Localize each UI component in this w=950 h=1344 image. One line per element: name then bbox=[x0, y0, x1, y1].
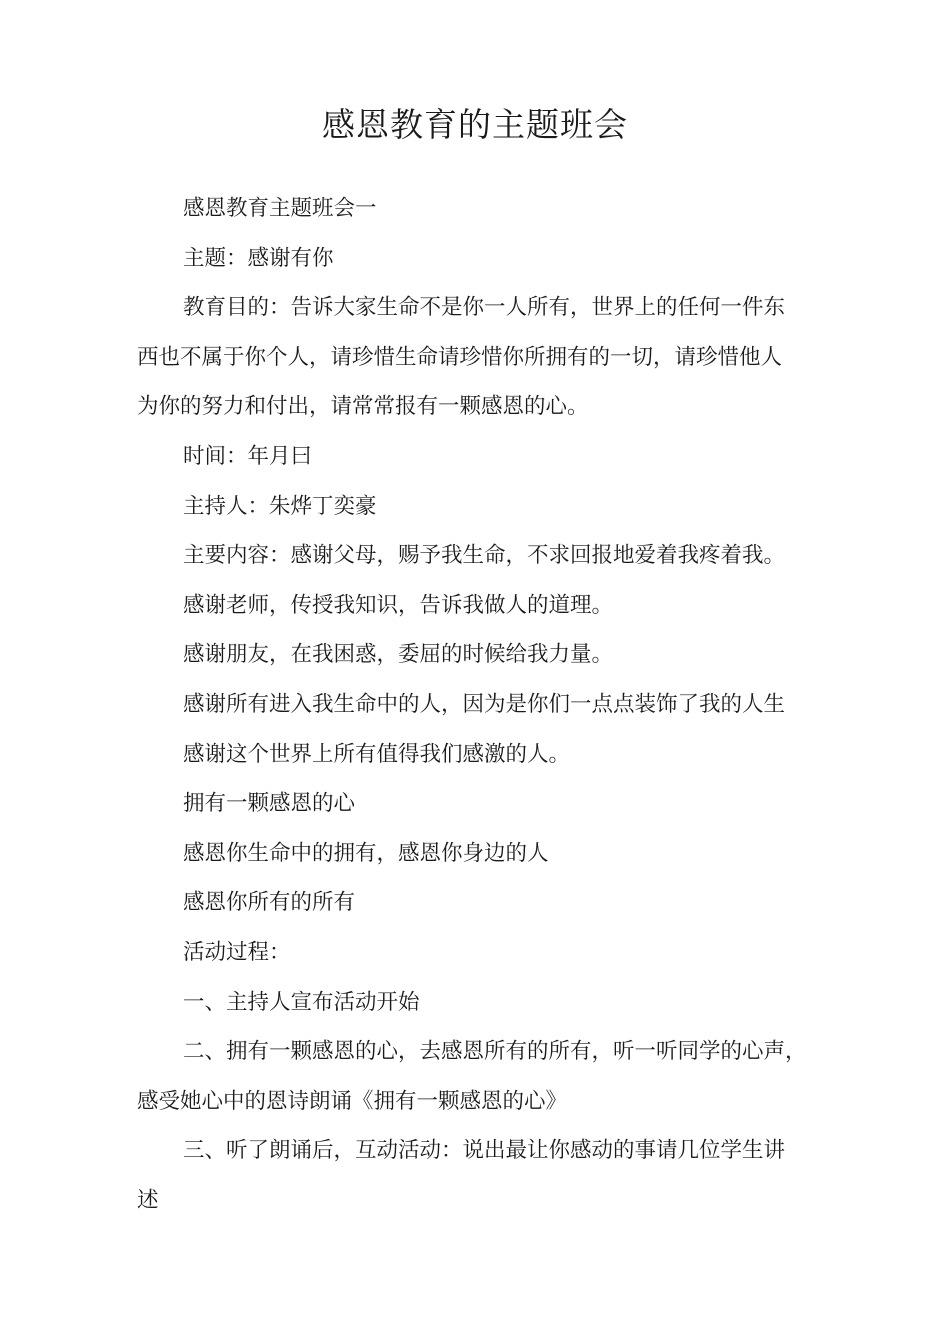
paragraph-line: 主要内容：感谢父母，赐予我生命，不求回报地爱着我疼着我。 bbox=[183, 543, 786, 569]
paragraph-line: 感谢朋友，在我困惑，委屈的时候给我力量。 bbox=[183, 642, 614, 668]
paragraph-theme bbox=[137, 234, 827, 284]
paragraph-thank-friends bbox=[137, 630, 827, 680]
document-title: 感恩教育的主题班会 bbox=[322, 105, 628, 144]
paragraph-host bbox=[137, 482, 827, 532]
paragraph-line: 感谢老师，传授我知识，告诉我做人的道理。 bbox=[183, 592, 614, 618]
paragraph-main-content bbox=[137, 531, 827, 581]
paragraph-line: 时间：年月曰 bbox=[183, 443, 313, 469]
paragraph-line: 感谢这个世界上所有值得我们感激的人。 bbox=[183, 741, 571, 767]
paragraph-step-3 bbox=[137, 1126, 827, 1225]
paragraph-purpose bbox=[137, 283, 827, 432]
paragraph-line: 西也不属于你个人，请珍惜生命请珍惜你所拥有的一切，请珍惜他人 bbox=[137, 344, 783, 370]
paragraph-line: 感恩教育主题班会一 bbox=[183, 196, 377, 221]
paragraph-step-2 bbox=[137, 1027, 827, 1126]
paragraph-line: 一、主持人宣布活动开始 bbox=[183, 989, 420, 1015]
paragraph-line: 主题：感谢有你 bbox=[183, 245, 334, 271]
paragraph-line: 活动过程： bbox=[183, 939, 291, 965]
paragraph-line: 为你的努力和付出，请常常报有一颗感恩的心。 bbox=[137, 394, 589, 420]
paragraph-line: 拥有一颗感恩的心 bbox=[183, 791, 356, 817]
paragraph-grateful-life bbox=[137, 829, 827, 879]
paragraph-thank-world bbox=[137, 730, 827, 780]
paragraph-line: 三、听了朗诵后，互动活动：说出最让你感动的事请几位学生讲 bbox=[183, 1138, 786, 1164]
paragraph-line: 教育目的：告诉大家生命不是你一人所有，世界上的任何一件东 bbox=[183, 295, 786, 321]
paragraph-line: 主持人：朱烨丁奕豪 bbox=[183, 493, 377, 519]
paragraph-line: 二、拥有一颗感恩的心，去感恩所有的所有，听一听同学的心声， bbox=[183, 1039, 807, 1065]
paragraph-line: 感谢所有进入我生命中的人，因为是你们一点点装饰了我的人生 bbox=[183, 691, 786, 717]
paragraph-line: 感恩你生命中的拥有，感恩你身边的人 bbox=[183, 840, 549, 866]
paragraph-line: 述 bbox=[137, 1187, 159, 1213]
paragraph-grateful-heart bbox=[137, 779, 827, 829]
paragraph-time bbox=[137, 432, 827, 482]
paragraph-line: 感受她心中的恩诗朗诵《拥有一颗感恩的心》 bbox=[137, 1088, 568, 1114]
paragraph-process-heading bbox=[137, 928, 827, 978]
paragraph-grateful-all bbox=[137, 878, 827, 928]
paragraph-thank-everyone bbox=[137, 680, 827, 730]
paragraph-line: 感恩你所有的所有 bbox=[183, 890, 356, 916]
paragraph-step-1 bbox=[137, 978, 827, 1028]
paragraph-heading-1 bbox=[137, 184, 827, 234]
document-body bbox=[137, 184, 827, 1225]
paragraph-thank-teachers bbox=[137, 581, 827, 631]
